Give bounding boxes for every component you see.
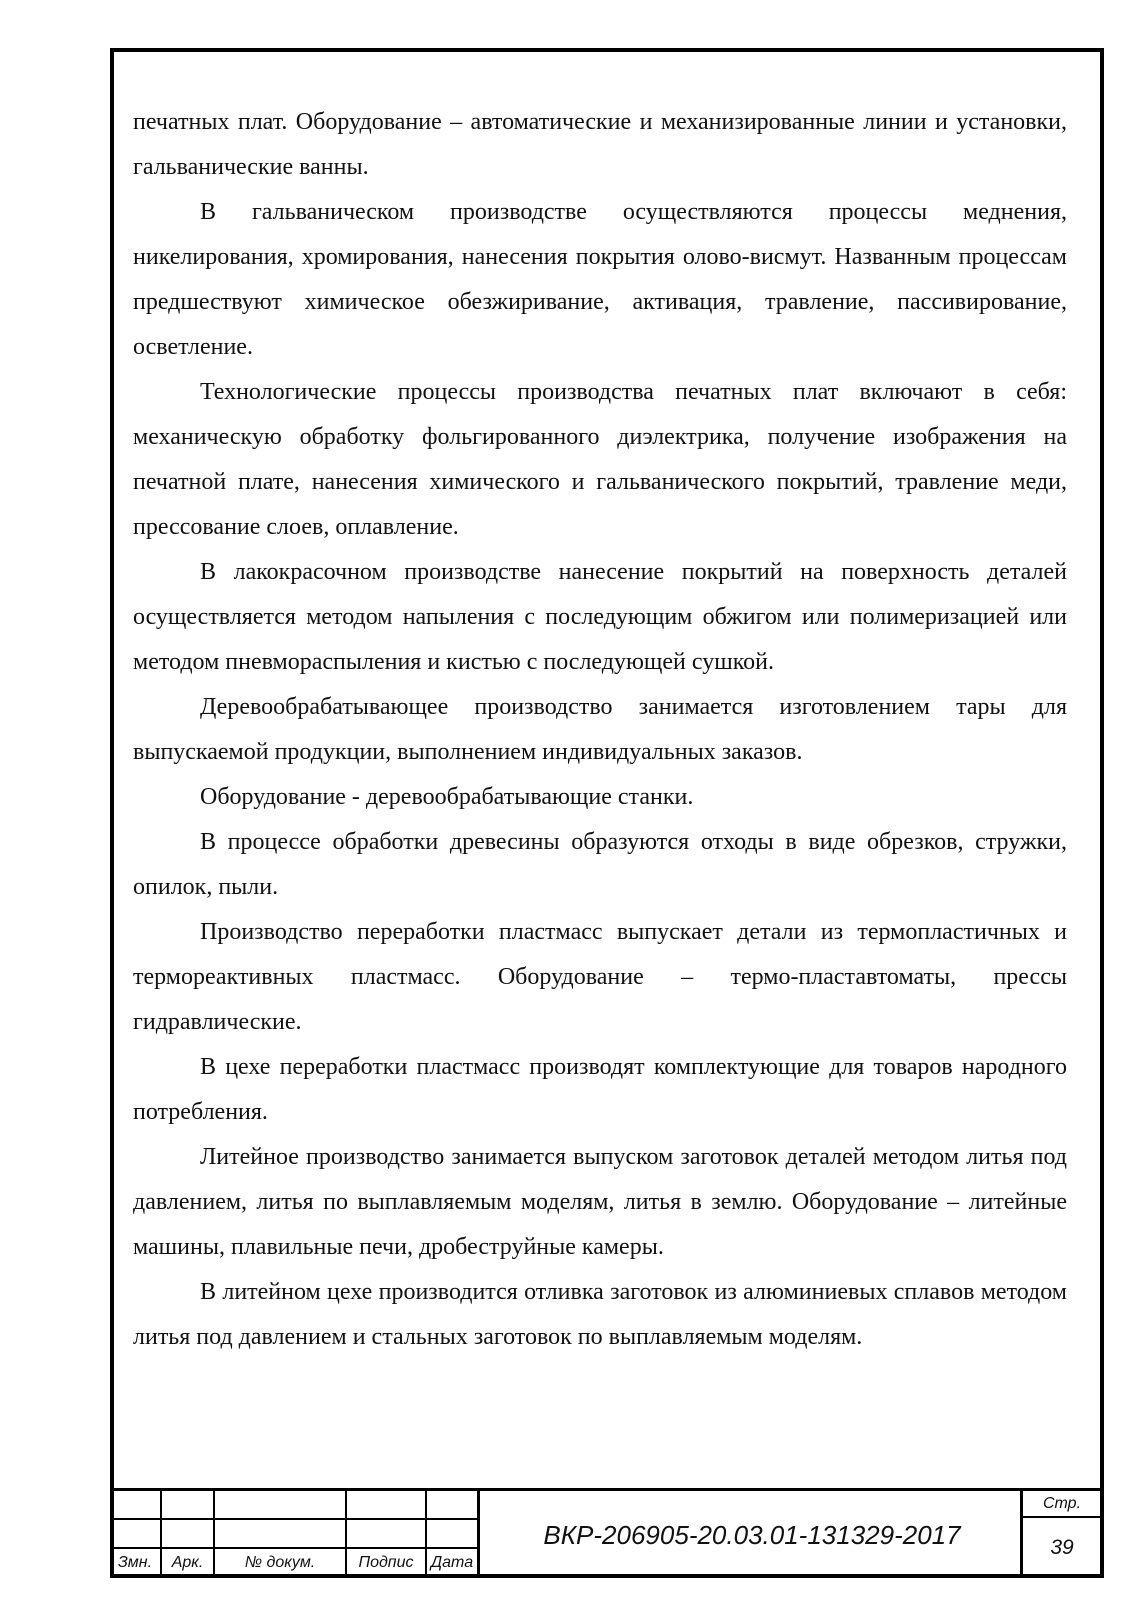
- title-block: [110, 1488, 1104, 1578]
- stamp-label-sign: Подпис: [358, 1554, 414, 1571]
- grid-line: [477, 1491, 480, 1578]
- stamp-label-ark: Арк.: [171, 1554, 204, 1571]
- paragraph-2: В гальваническом производстве осуществляются процессы меднения, никелирования, хромирования, нанесения покрытия олово-висмут. Названным процессам предшествуют химическое обезжиривание, активация, травление, пассивирование, осветление.: [133, 199, 1067, 360]
- body-text: [133, 100, 1067, 1360]
- grid-line: [110, 1547, 479, 1549]
- sheet-number: 39: [1050, 1536, 1074, 1559]
- paragraph-4: В лакокрасочном производстве нанесение покрытий на поверхность деталей осуществляется методом напыления с последующим обжигом или полимеризацией или методом пневмораспыления и кистью с последующей сушкой.: [133, 559, 1067, 675]
- paragraph-8: Производство переработки пластмасс выпускает детали из термопластичных и термореактивных пластмасс. Оборудование – термо-пластавтоматы, прессы гидравлические.: [133, 919, 1067, 1035]
- stamp-label-doc: № докум.: [244, 1554, 316, 1571]
- paragraph-10: Литейное производство занимается выпуском заготовок деталей методом литья под давлением, литья по выплавляемым моделям, литья в землю. Оборудование – литейные машины, плавильные печи, дробеструйные камеры.: [133, 1144, 1067, 1260]
- stamp-label-date: Дата: [430, 1554, 474, 1571]
- paragraph-6: Оборудование - деревообрабатывающие станки.: [200, 784, 694, 810]
- paragraph-5: Деревообрабатывающее производство занимается изготовлением тары для выпускаемой продукции, выполнением индивидуальных заказов.: [133, 694, 1067, 765]
- paragraph-9: В цехе переработки пластмасс производят комплектующие для товаров народного потребления.: [133, 1054, 1067, 1125]
- sheet-label: Стр.: [1042, 1495, 1082, 1512]
- paragraph-11: В литейном цехе производится отливка заготовок из алюминиевых сплавов методом литья под давлением и стальных заготовок по выплавляемым моделям.: [133, 1279, 1067, 1350]
- paragraph-3: Технологические процессы производства печатных плат включают в себя: механическую обработку фольгированного диэлектрика, получение изображения на печатной плате, нанесения химического и гальванического покрытий, травление меди, прессование слоев, оплавление.: [133, 379, 1067, 540]
- grid-line: [110, 1518, 479, 1520]
- paragraph-7: В процессе обработки древесины образуются отходы в виде обрезков, стружки, опилок, пыли.: [133, 829, 1067, 900]
- paragraph-1: печатных плат. Оборудование – автоматические и механизированные линии и установки, гальванические ванны.: [133, 109, 1067, 180]
- stamp-label-zmn: Змн.: [117, 1554, 153, 1571]
- grid-line: [1020, 1516, 1101, 1518]
- document-code: ВКР-206905-20.03.01-131329-2017: [543, 1520, 961, 1550]
